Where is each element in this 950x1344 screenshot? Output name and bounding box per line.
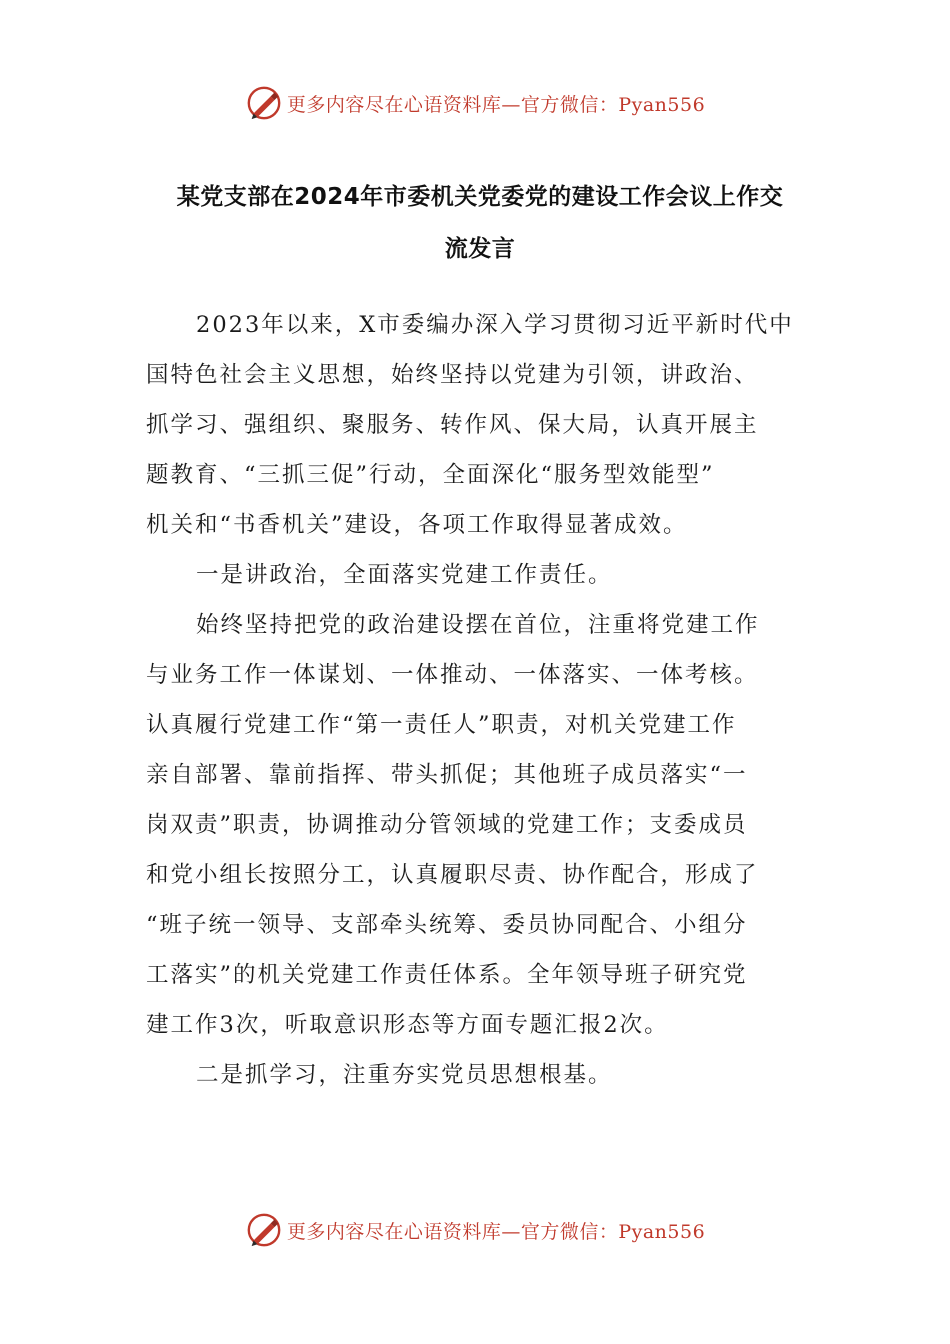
text-line: 二是抓学习，注重夯实党员思想根基。 xyxy=(196,1062,613,1088)
text-line: 亲自部署、靠前指挥、带头抓促；其他班子成员落实“一 xyxy=(146,762,748,788)
text-line: 和党小组长按照分工，认真履职尽责、协作配合，形成了 xyxy=(146,862,759,888)
watermark-banner-bottom xyxy=(0,1207,950,1253)
section-heading-paragraph xyxy=(146,550,812,600)
section-heading-paragraph xyxy=(146,1050,812,1100)
text-line: “班子统一领导、支部牵头统筹、委员协同配合、小组分 xyxy=(146,912,748,938)
text-line: 题教育、“三抓三促”行动，全面深化“服务型效能型” xyxy=(146,462,715,488)
document-title-line2: 流发言 xyxy=(444,236,516,262)
text-line: 抓学习、强组织、聚服务、转作风、保大局，认真开展主 xyxy=(146,412,759,438)
text-line: 岗双责”职责，协调推动分管领域的党建工作；支委成员 xyxy=(146,812,748,838)
text-line: 工落实”的机关党建工作责任体系。全年领导班子研究党 xyxy=(146,962,748,988)
paragraph xyxy=(146,600,812,1050)
paragraph xyxy=(146,300,812,550)
text-line: 机关和“书香机关”建设，各项工作取得显著成效。 xyxy=(146,512,688,538)
watermark-banner-top xyxy=(0,80,950,126)
document-body xyxy=(146,300,812,1100)
watermark-text: 更多内容尽在心语资料库—官方微信：Pyan556 xyxy=(286,1220,706,1243)
text-line: 认真履行党建工作“第一责任人”职责，对机关党建工作 xyxy=(146,712,737,738)
text-line: 一是讲政治，全面落实党建工作责任。 xyxy=(196,562,613,588)
text-line: 2023年以来，X市委编办深入学习贯彻习近平新时代中 xyxy=(196,312,794,338)
watermark-text: 更多内容尽在心语资料库—官方微信：Pyan556 xyxy=(286,93,706,116)
text-line: 与业务工作一体谋划、一体推动、一体落实、一体考核。 xyxy=(146,662,759,688)
text-line: 国特色社会主义思想，始终坚持以党建为引领，讲政治、 xyxy=(146,362,759,388)
text-line: 始终坚持把党的政治建设摆在首位，注重将党建工作 xyxy=(196,612,760,638)
text-line: 建工作3次，听取意识形态等方面专题汇报2次。 xyxy=(146,1012,669,1038)
document-title-line1: 某党支部在2024年市委机关党委党的建设工作会议上作交 xyxy=(176,184,784,210)
pen-logo-icon xyxy=(245,1211,283,1249)
pen-logo-icon xyxy=(245,84,283,122)
